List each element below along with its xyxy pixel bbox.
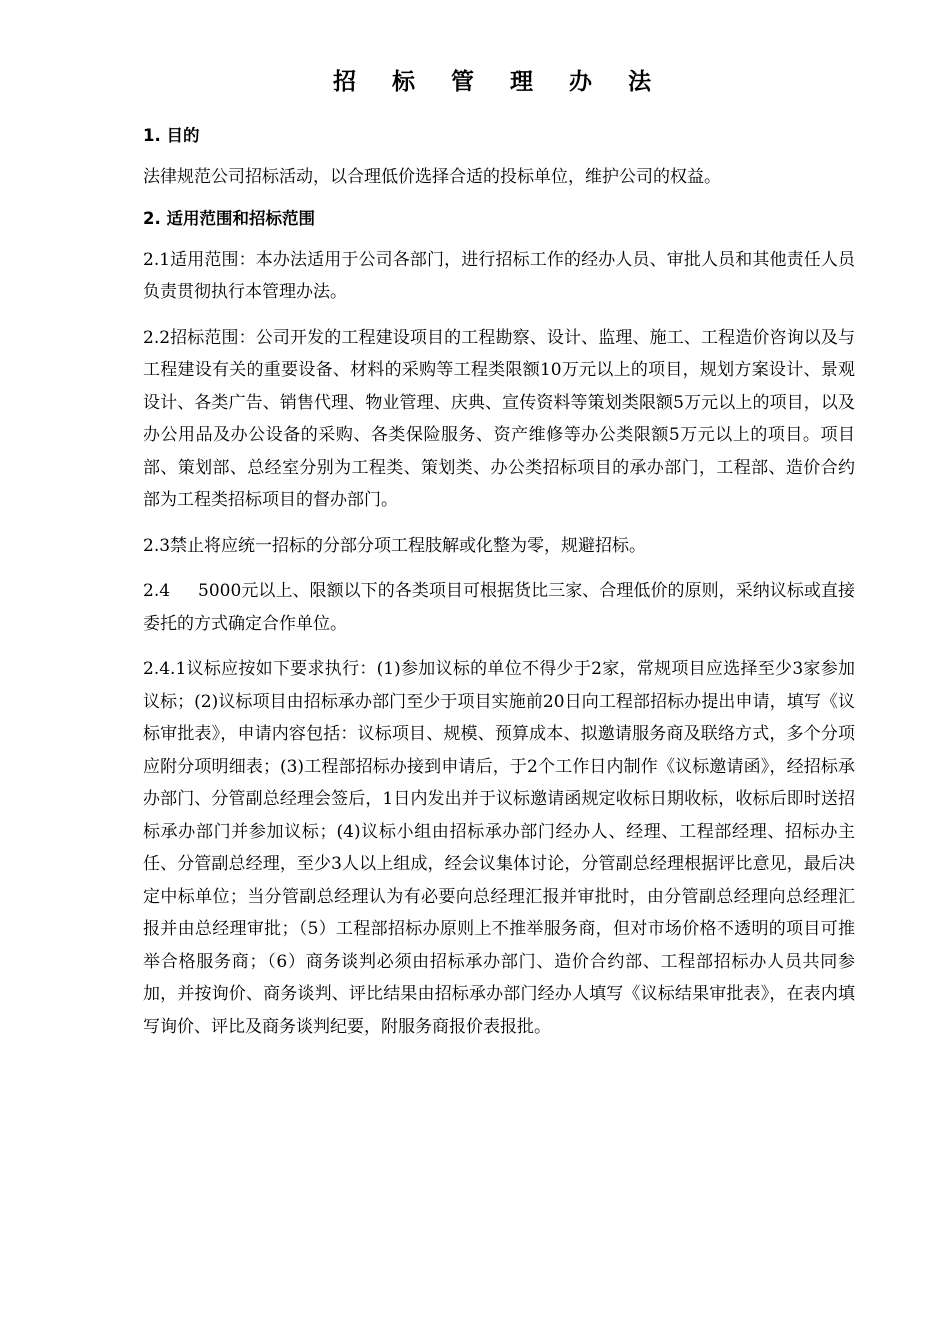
paragraph: 2.4 5000元以上、限额以下的各类项目可根据货比三家、合理低价的原则，采纳议标或直接委托的方式确定合作单位。 [143,581,855,634]
section-purpose [143,124,855,194]
document-page [143,62,855,1056]
paragraph: 2.2招标范围：公司开发的工程建设项目的工程勘察、设计、监理、施工、工程造价咨询以及与工程建设有关的重要设备、材料的采购等工程类限额10万元以上的项目，规划方案设计、景观设计、各类广告、销售代理、物业管理、庆典、宣传资料等策划类限额5万元以上的项目，以及办公用品及办公设备的采购、各类保险服务、资产维修等办公类限额5万元以上的项目。项目部、策划部、总经室分别为工程类、策划类、办公类招标项目的承办部门，工程部、造价合约部为工程类招标项目的督办部门。 [143,327,855,510]
paragraph: 2.1适用范围：本办法适用于公司各部门，进行招标工作的经办人员、审批人员和其他责任人员负责贯彻执行本管理办法。 [143,249,855,302]
section-heading: 1. 目的 [143,126,200,145]
section-scope [143,207,855,1044]
paragraph: 2.3禁止将应统一招标的分部分项工程肢解或化整为零，规避招标。 [143,535,647,556]
paragraph: 2.4.1议标应按如下要求执行：(1)参加议标的单位不得少于2家，常规项目应选择至少3家参加议标；(2)议标项目由招标承办部门至少于项目实施前20日向工程部招标办提出申请，填写《议标审批表》，申请内容包括：议标项目、规模、预算成本、拟邀请服务商及联络方式，多个分项应附分项明细表；(3)工程部招标办接到申请后，于2个工作日内制作《议标邀请函》，经招标承办部门、分管副总经理会签后，1日内发出并于议标邀请函规定收标日期收标，收标后即时送招标承办部门并参加议标；(4)议标小组由招标承办部门经办人、经理、工程部经理、招标办主任、分管副总经理，至少3人以上组成，经会议集体讨论，分管副总经理根据评比意见，最后决定中标单位；当分管副总经理认为有必要向总经理汇报并审批时，由分管副总经理向总经理汇报并由总经理审批；（5）工程部招标办原则上不推举服务商，但对市场价格不透明的项目可推举合格服务商；（6）商务谈判必须由招标承办部门、造价合约部、工程部招标办人员共同参加，并按询价、商务谈判、评比结果由招标承办部门经办人填写《议标结果审批表》，在表内填写询价、评比及商务谈判纪要，附服务商报价表报批。 [143,659,855,1037]
document-title: 招 标 管 理 办 法 [332,69,666,95]
section-heading: 2. 适用范围和招标范围 [143,208,315,228]
paragraph: 法律规范公司招标活动，以合理低价选择合适的投标单位，维护公司的权益。 [143,167,721,187]
